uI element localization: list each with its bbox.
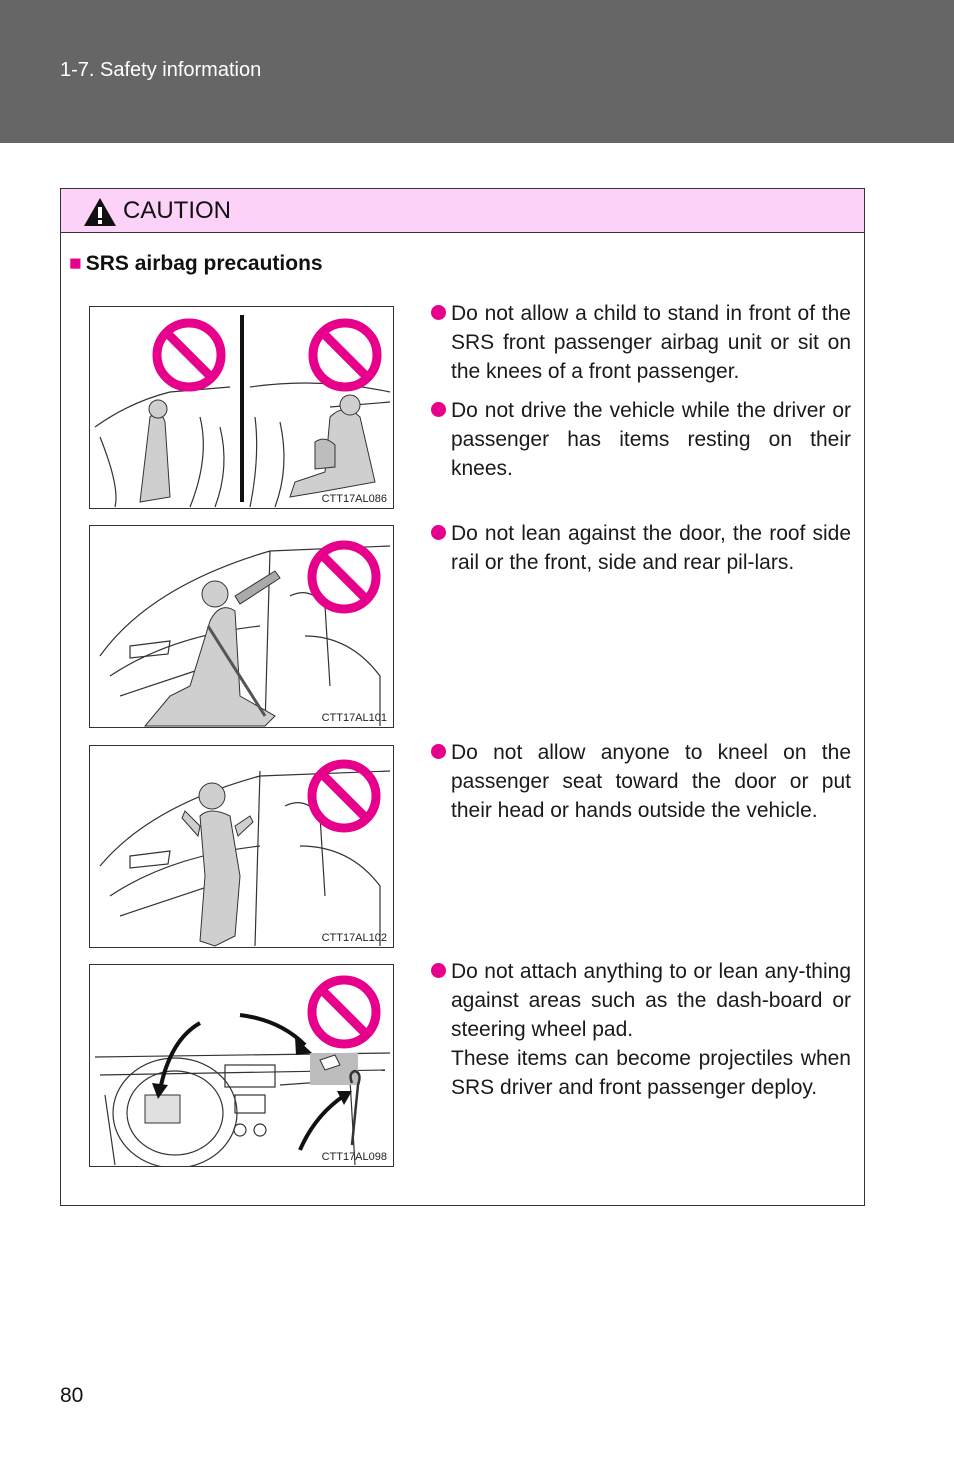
- prohibited-icon: [312, 764, 376, 828]
- prohibited-icon: [312, 545, 376, 609]
- bullet-list-3: [431, 738, 851, 835]
- illustration-panel-4: [89, 964, 394, 1167]
- bullet-continuation: These items can become projectiles when SRS driver and front passenger deploy.: [451, 1047, 851, 1099]
- bullet-dot-icon: [431, 525, 446, 540]
- illustration-code: CTT17AL102: [321, 932, 387, 944]
- section-marker: ■: [69, 252, 82, 275]
- caution-label: CAUTION: [123, 197, 231, 224]
- child-passenger-illustration: [90, 307, 394, 509]
- bullet-item: Do not attach anything to or lean any-thing against areas such as the dash-board or steering wheel pad.: [431, 957, 851, 1044]
- bullet-dot-icon: [431, 963, 446, 978]
- page-number: 80: [60, 1384, 84, 1407]
- bullet-list-4: [431, 957, 851, 1112]
- caution-box: [60, 188, 865, 1206]
- prohibited-icon: [312, 980, 376, 1044]
- bullet-item: Do not lean against the door, the roof side rail or the front, side and rear pil-lars.: [431, 519, 851, 577]
- warning-triangle-icon: [83, 197, 117, 227]
- leaning-passenger-illustration: [90, 526, 394, 728]
- subsection-title-text: SRS airbag precautions: [85, 252, 323, 275]
- bullet-dot-icon: [431, 402, 446, 417]
- illustration-panel-1: [89, 306, 394, 509]
- bullet-item: Do not allow anyone to kneel on the passenger seat toward the door or put their head or hands outside the vehicle.: [431, 738, 851, 825]
- bullet-dot-icon: [431, 305, 446, 320]
- page-header: [0, 0, 954, 143]
- dashboard-objects-illustration: [90, 965, 394, 1167]
- bullet-dot-icon: [431, 744, 446, 759]
- caution-header: [61, 189, 864, 233]
- section-title-header: 1-7. Safety information: [60, 59, 262, 81]
- illustration-panel-3: [89, 745, 394, 948]
- bullet-item: Do not drive the vehicle while the driver or passenger has items resting on their knees.: [431, 396, 851, 483]
- bullet-item: Do not allow a child to stand in front of the SRS front passenger airbag unit or sit on the knees of a front passenger.: [431, 299, 851, 386]
- kneeling-passenger-illustration: [90, 746, 394, 948]
- illustration-panel-2: [89, 525, 394, 728]
- prohibited-icon: [157, 323, 221, 387]
- illustration-code: CTT17AL086: [321, 493, 387, 505]
- subsection-title: [69, 252, 323, 276]
- illustration-code: CTT17AL101: [321, 712, 387, 724]
- bullet-list-1: [431, 299, 851, 493]
- bullet-list-2: [431, 519, 851, 587]
- illustration-code: CTT17AL098: [321, 1151, 387, 1163]
- prohibited-icon: [313, 323, 377, 387]
